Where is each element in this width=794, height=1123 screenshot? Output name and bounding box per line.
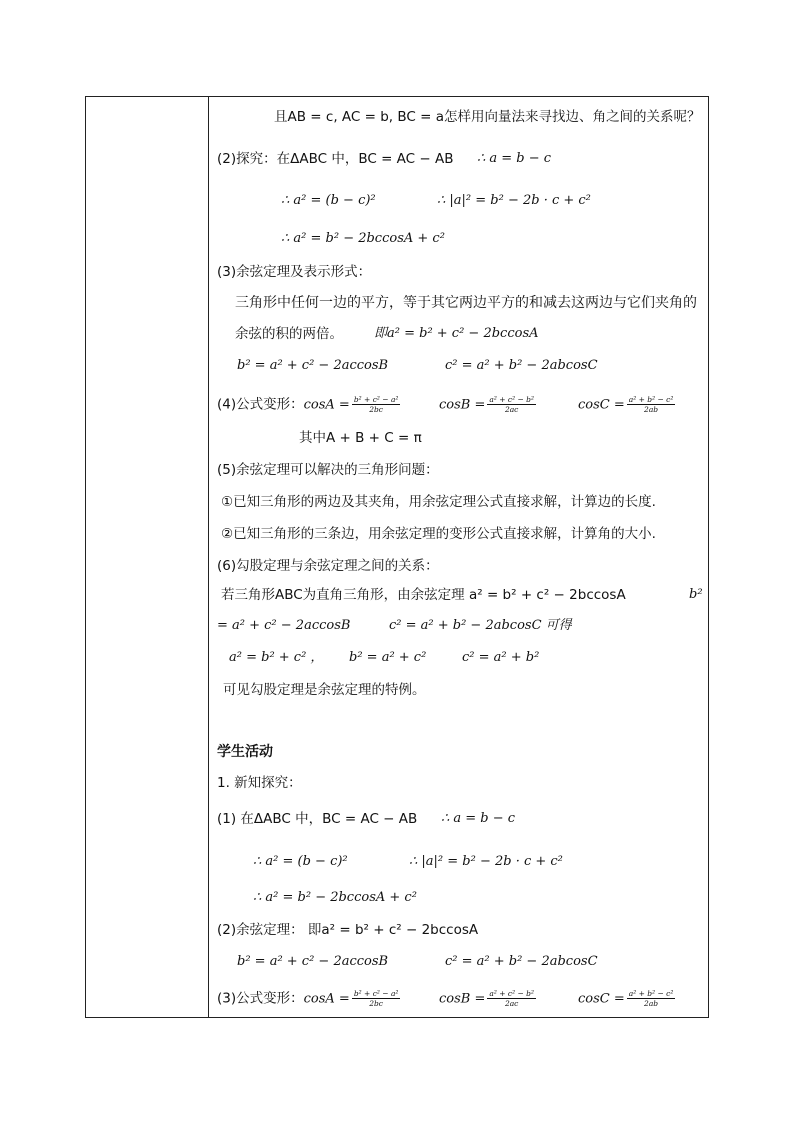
law-text-2: 余弦的积的两倍。 [235, 326, 343, 342]
problems-label: (5)余弦定理可以解决的三角形问题： [217, 462, 439, 478]
transform-label [217, 395, 400, 415]
student-transform-text: (3)公式变形： [217, 990, 304, 1007]
student-fraction-cosA-den: 2bc [369, 999, 384, 1008]
explore-square: ∴ a² = (b − c)² [281, 193, 376, 208]
relation-line-1-tail: b² [689, 587, 703, 602]
student-result: ∴ a² = b² − 2bccosA + c² [253, 890, 417, 905]
lesson-table [85, 96, 709, 1018]
relation-line-3a: a² = b² + c² ， [229, 650, 324, 665]
relation-line-2a: = a² + c² − 2accosB [217, 618, 351, 633]
problem-1: ①已知三角形的两边及其夹角，用余弦定理公式直接求解，计算边的长度. [221, 494, 656, 510]
student-fraction-cosC [627, 989, 676, 1008]
fraction-cosA [352, 395, 401, 414]
student-explore: (1) 在ΔABC 中，BC = AC − AB [217, 811, 418, 827]
student-activity-title: 学生活动 [217, 744, 273, 760]
explore-vector: ∴ a = b − c [477, 151, 552, 166]
relation-conclusion: 可见勾股定理是余弦定理的特例。 [223, 682, 426, 698]
fraction-cosC-num: a² + b² − c² [628, 395, 674, 404]
explore-norm: ∴ |a|² = b² − 2b · c + c² [437, 193, 591, 208]
fraction-cosC [627, 395, 676, 414]
transform-cosA: cosA = [303, 397, 350, 413]
law-formula: 即a² = b² + c² − 2bccosA [374, 326, 539, 341]
student-fraction-cosA [352, 989, 401, 1008]
student-fraction-cosC-num: a² + b² − c² [628, 989, 674, 998]
explore-result: ∴ a² = b² − 2bccosA + c² [281, 231, 445, 246]
student-formula-b: b² = a² + c² − 2accosB [237, 954, 389, 969]
fraction-cosB-num: a² + c² − b² [489, 395, 534, 404]
student-cosB: cosB = [439, 991, 486, 1007]
angle-sum: 其中A + B + C = π [299, 430, 422, 446]
fraction-cosA-num: b² + c² − a² [353, 395, 399, 404]
transform-cosC-line [578, 395, 675, 415]
student-step-1: 1. 新知探究： [217, 775, 302, 791]
student-vector: ∴ a = b − c [441, 811, 516, 826]
student-fraction-cosA-num: b² + c² − a² [353, 989, 399, 998]
fraction-cosC-den: 2ab [644, 405, 659, 414]
student-norm: ∴ |a|² = b² − 2b · c + c² [409, 854, 563, 869]
student-fraction-cosB [487, 989, 536, 1008]
problem-2: ②已知三角形的三条边，用余弦定理的变形公式直接求解，计算角的大小. [221, 526, 656, 542]
student-law: (2)余弦定理： 即a² = b² + c² − 2bccosA [217, 922, 479, 938]
law-formula-c: c² = a² + b² − 2abcosC [445, 358, 598, 373]
intro-line: 且AB = c, AC = b, BC = a怎样用向量法来寻找边、角之间的关系呢？ [274, 109, 701, 125]
law-text-1: 三角形中任何一边的平方，等于其它两边平方的和减去这两边与它们夹角的 [235, 295, 697, 311]
transform-cosC: cosC = [578, 397, 625, 413]
student-square: ∴ a² = (b − c)² [253, 854, 348, 869]
relation-line-2b: c² = a² + b² − 2abcosC 可得 [389, 618, 572, 633]
explore-label: (2)探究：在ΔABC 中，BC = AC − AB [217, 151, 454, 167]
student-cosC: cosC = [578, 991, 625, 1007]
content-cell [209, 97, 708, 1017]
student-cosC-line [578, 989, 675, 1009]
relation-line-3b: b² = a² + c² [349, 650, 427, 665]
transform-cosB: cosB = [439, 397, 486, 413]
relation-line-1: 若三角形ABC为直角三角形，由余弦定理 a² = b² + c² − 2bccosA [221, 587, 626, 603]
fraction-cosB [487, 395, 536, 414]
student-cosA: cosA = [303, 991, 350, 1007]
fraction-cosB-den: 2ac [504, 405, 519, 414]
relation-line-3c: c² = a² + b² [462, 650, 540, 665]
transform-cosB-line [439, 395, 536, 415]
student-cosB-line [439, 989, 536, 1009]
student-formula-c: c² = a² + b² − 2abcosC [445, 954, 598, 969]
student-fraction-cosC-den: 2ab [644, 999, 659, 1008]
student-transform [217, 989, 400, 1009]
transform-label-text: (4)公式变形： [217, 396, 304, 413]
law-formula-b: b² = a² + c² − 2accosB [237, 358, 389, 373]
fraction-cosA-den: 2bc [369, 405, 384, 414]
student-fraction-cosB-num: a² + c² − b² [489, 989, 534, 998]
student-fraction-cosB-den: 2ac [504, 999, 519, 1008]
relation-label: (6)勾股定理与余弦定理之间的关系： [217, 558, 439, 574]
law-label: (3)余弦定理及表示形式： [217, 264, 372, 280]
